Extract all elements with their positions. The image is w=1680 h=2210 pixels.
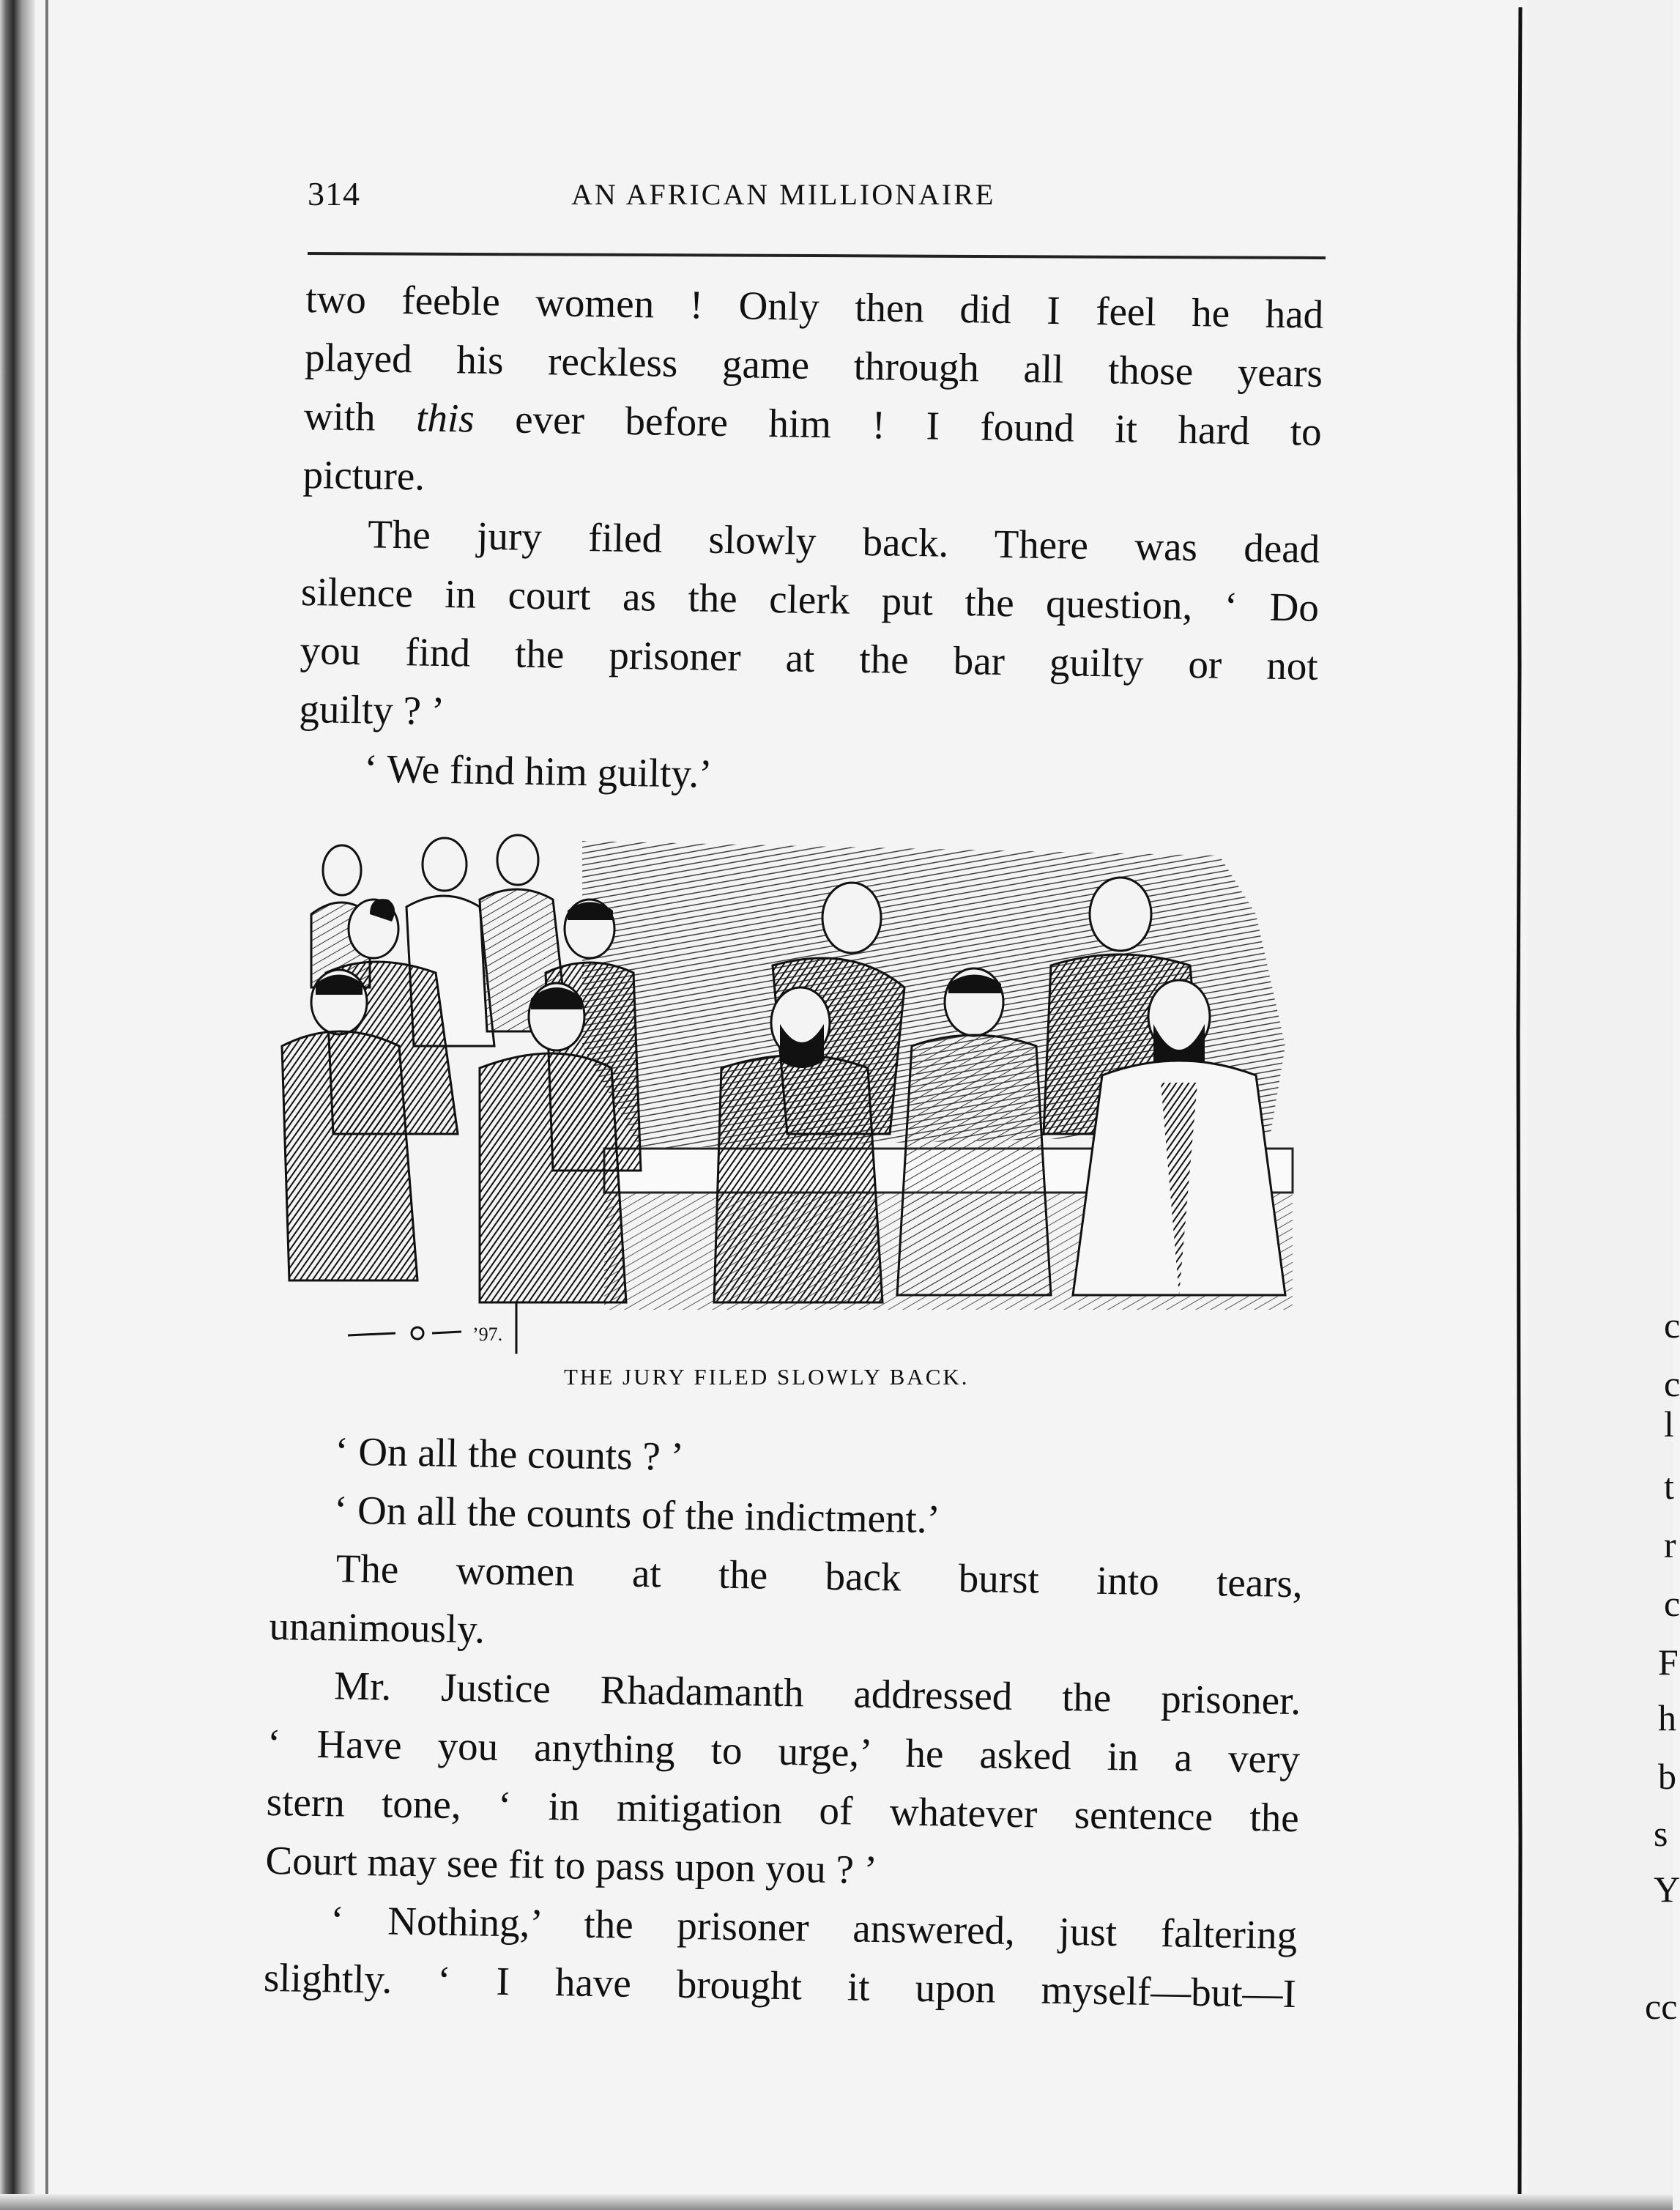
facing-page-letter: F bbox=[1658, 1642, 1679, 1683]
facing-page-letter: l bbox=[1664, 1404, 1674, 1445]
facing-page-letter: c bbox=[1664, 1363, 1680, 1404]
page-edge-line bbox=[45, 0, 48, 2210]
text-line: with this ever before him ! I found it hard to bbox=[303, 393, 1323, 454]
text-line: Court may see fit to pass upon you ? ’ bbox=[265, 1837, 878, 1893]
book-title: AN AFRICAN MILLIONAIRE bbox=[571, 178, 996, 211]
text-line: The jury filed slowly back. There was dead bbox=[367, 511, 1320, 571]
body-text-bottom bbox=[263, 1421, 1304, 2023]
text-line: ‘ Have you anything to urge,’ he asked in a very bbox=[267, 1720, 1301, 1782]
facing-page bbox=[1528, 0, 1673, 2210]
text-line: guilty ? ’ bbox=[299, 686, 445, 734]
header-rule bbox=[308, 252, 1326, 259]
facing-page-letter: cc bbox=[1645, 1986, 1678, 2027]
text-line: ‘ On all the counts of the indictment.’ bbox=[333, 1487, 941, 1542]
page-number: 314 bbox=[308, 175, 360, 212]
jury-illustration bbox=[260, 826, 1344, 1354]
text-line: stern tone, ‘ in mitigation of whatever sentence the bbox=[266, 1779, 1300, 1841]
text-line: Mr. Justice Rhadamanth addressed the prisoner. bbox=[333, 1663, 1301, 1724]
facing-page-letter: Y bbox=[1654, 1869, 1680, 1910]
facing-page-letter: t bbox=[1664, 1466, 1674, 1507]
svg-text:’97.: ’97. bbox=[472, 1324, 503, 1345]
facing-page-letter: s bbox=[1654, 1813, 1668, 1854]
text-line: ‘ Nothing,’ the prisoner answered, just faltering bbox=[330, 1897, 1298, 1958]
facing-page-letter: c bbox=[1664, 1305, 1680, 1346]
facing-page-edge bbox=[1516, 7, 1523, 2198]
text-line: played his reckless game through all those years bbox=[304, 334, 1323, 396]
illustration-caption: THE JURY FILED SLOWLY BACK. bbox=[564, 1364, 970, 1390]
text-line: The women at the back burst into tears, bbox=[335, 1546, 1304, 1606]
text-line: silence in court as the clerk put the question, ‘ Do bbox=[300, 568, 1320, 630]
facing-page-letter: h bbox=[1658, 1697, 1676, 1738]
body-text-top bbox=[298, 270, 1324, 813]
text-line: two feeble women ! Only then did I feel he had bbox=[305, 275, 1324, 337]
text-line: slightly. ‘ I have brought it upon myself—but—I bbox=[263, 1954, 1297, 2017]
emphasis: this bbox=[415, 395, 475, 441]
running-head bbox=[308, 174, 1326, 218]
text-line: unanimously. bbox=[269, 1603, 486, 1652]
text-line: picture. bbox=[302, 451, 425, 499]
page-bottom-edge bbox=[0, 2194, 1673, 2210]
text-line: ‘ On all the counts ? ’ bbox=[334, 1428, 685, 1479]
artist-signature bbox=[348, 1302, 516, 1354]
facing-page-letter: c bbox=[1664, 1583, 1680, 1624]
facing-page-letter: b bbox=[1658, 1756, 1676, 1797]
facing-page-letter: r bbox=[1664, 1524, 1676, 1565]
text-line: you find the prisoner at the bar guilty or not bbox=[300, 627, 1319, 689]
text-line: ‘ We find him guilty.’ bbox=[363, 746, 713, 796]
book-spine-shadow bbox=[0, 0, 35, 2210]
